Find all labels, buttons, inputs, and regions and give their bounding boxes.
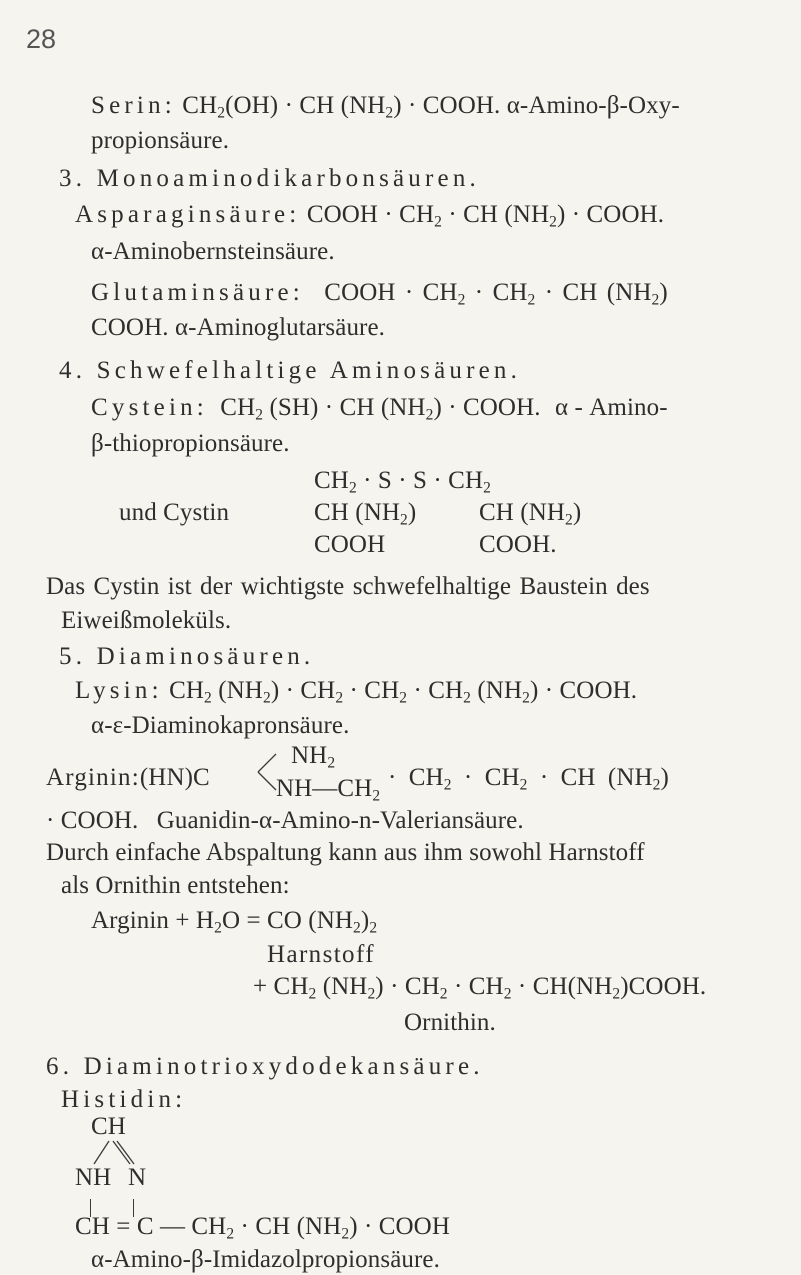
cystin-note-line1: Das Cystin ist der wichtigste schwefelhaltige Baustein des xyxy=(46,573,650,600)
section6-heading: 6. Diaminotrioxydodekansäure. xyxy=(46,1053,484,1080)
cystein-line xyxy=(91,393,668,423)
ring-top-ch: CH xyxy=(91,1113,126,1140)
cystin-row3-right: COOH. xyxy=(479,531,557,558)
serin-name: Serin: xyxy=(91,92,176,119)
glutamin-formula: COOH · $CH_2 \cdot CH_2$ · CH $(NH_2)$ xyxy=(324,279,668,309)
serin-desc-cont: propionsäure. xyxy=(91,127,230,154)
arginin-cont-line xyxy=(46,806,524,836)
arginin-upper: $NH_2$ xyxy=(291,742,336,772)
page-number: 28 xyxy=(26,24,57,54)
arginin-branch-bonds xyxy=(256,748,278,794)
ring-n: N xyxy=(128,1164,147,1191)
cystin-row3-left: COOH xyxy=(314,531,386,558)
section3-heading: 3. Monoaminodikarbonsäuren. xyxy=(59,165,480,192)
histidin-chain: CH = C — $CH_2$ · CH $(NH_2)$ · COOH xyxy=(75,1213,450,1243)
cystein-name: Cystein: xyxy=(91,394,208,421)
arginin-text-line1: Durch einfache Abspaltung kann aus ihm sowohl Harnstoff xyxy=(46,839,645,866)
arginin-desc: Guanidin-α-Amino-n-Valeriansäure. xyxy=(156,807,524,834)
cystein-desc-cont: β-thiopropionsäure. xyxy=(91,430,290,457)
asparagin-name: Asparaginsäure: xyxy=(75,201,301,228)
histidin-name: Histidin: xyxy=(61,1086,187,1113)
section4-heading: 4. Schwefelhaltige Aminosäuren. xyxy=(59,357,522,384)
asparagin-formula: COOH · $CH_2$ · CH $(NH_2)$ · COOH. xyxy=(306,201,665,231)
serin-desc: α-Amino-β-Oxy- xyxy=(506,92,680,119)
glutamin-desc: α-Aminoglutarsäure. xyxy=(174,314,386,341)
histidin-desc: α-Amino-β-Imidazolpropionsäure. xyxy=(91,1246,440,1273)
serin-line xyxy=(91,91,680,121)
glutamin-line xyxy=(91,278,668,308)
arginin-rest: · $CH_2 \cdot CH_2$ · CH $(NH_2)$ xyxy=(388,764,669,794)
section5-heading: 5. Diaminosäuren. xyxy=(59,643,315,670)
equation-line2: + $CH_2$ $(NH_2) \cdot CH_2 \cdot CH_2$ · $CH(NH_2)COOH$. xyxy=(253,973,707,1003)
cystin-note-line2: Eiweißmoleküls. xyxy=(61,607,232,634)
equation-line1: Arginin + $H_2O$ = CO $(NH_2)_2$ xyxy=(91,907,378,937)
arginin-prefix: (HN)C xyxy=(139,764,210,791)
arginin-lower: $NH—CH_2$ xyxy=(276,775,381,805)
lysin-desc: α-ε-Diaminokapronsäure. xyxy=(91,712,350,739)
cystin-row2-left: CH $(NH_2)$ xyxy=(314,499,417,529)
asparagin-line xyxy=(75,200,664,230)
lysin-line xyxy=(75,676,637,706)
cystin-row2-right: CH $(NH_2)$ xyxy=(479,499,582,529)
arginin-text-line2: als Ornithin entstehen: xyxy=(61,872,290,899)
equation-harnstoff: Harnstoff xyxy=(267,941,375,968)
ring-nh: NH xyxy=(75,1164,112,1191)
serin-formula: $CH_2(OH)$ · CH $(NH_2)$ · COOH. xyxy=(182,92,501,122)
equation-ornithin: Ornithin. xyxy=(404,1009,496,1036)
cystin-label: und Cystin xyxy=(119,499,230,526)
glutamin-cont-line xyxy=(91,313,385,343)
lysin-formula: $CH_2$ $(NH_2) \cdot CH_2 \cdot CH_2 \cdot CH_2$ $(NH_2)$ · COOH. xyxy=(169,677,638,707)
arginin-name: Arginin: xyxy=(46,764,140,791)
glutamin-name: Glutaminsäure: xyxy=(91,279,304,306)
cystein-desc: α - Amino- xyxy=(554,394,668,421)
lysin-name: Lysin: xyxy=(75,677,163,704)
arginin-cont: · COOH. xyxy=(46,807,139,834)
asparagin-desc: α-Aminobernsteinsäure. xyxy=(91,238,335,265)
cystein-formula: $CH_2$ (SH) · CH $(NH_2)$ · COOH. xyxy=(220,394,541,424)
cystin-row1: $CH_2 \cdot S \cdot S \cdot CH_2$ xyxy=(314,467,491,497)
arginin-line xyxy=(46,763,210,793)
glutamin-cont: COOH. xyxy=(91,314,169,341)
